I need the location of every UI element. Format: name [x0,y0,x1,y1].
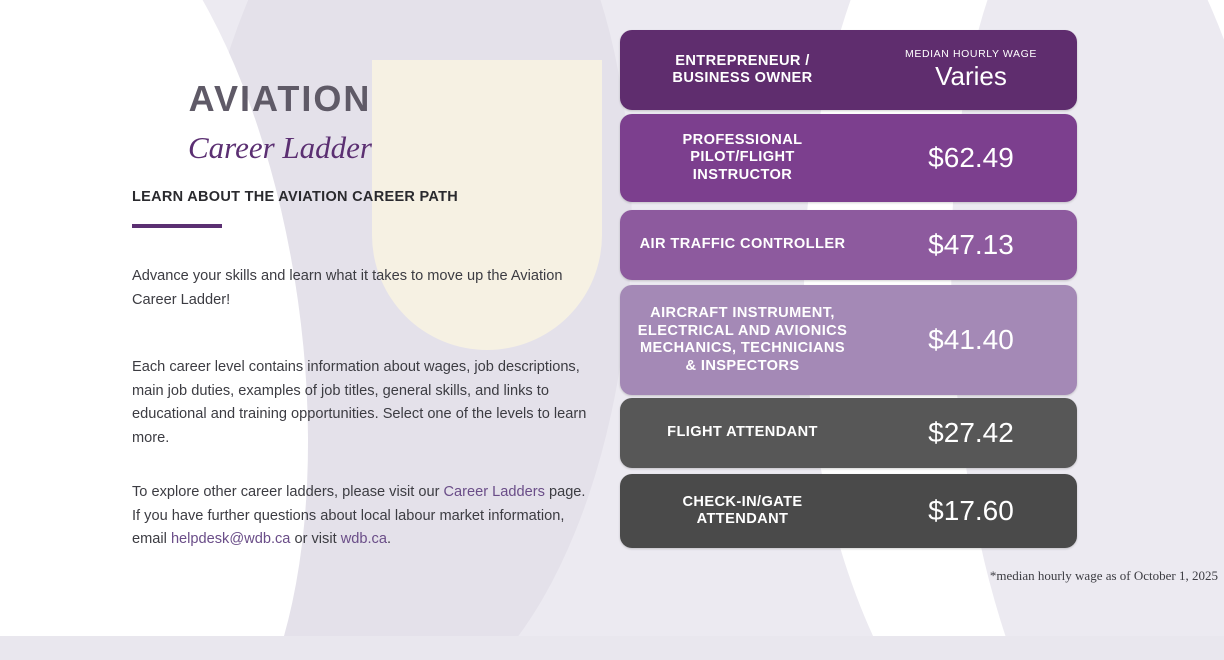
ladder-level-aircraft-instrument-electrical-avionics[interactable] [620,285,1077,395]
ladder-level-label [620,53,865,88]
ladder-level-label-line: ATTENDANT [696,511,789,527]
helpdesk-email-link[interactable]: helpdesk@wdb.ca [170,531,291,547]
title-divider [132,224,222,228]
ladder-level-wage-group [865,495,1077,527]
paragraph-3-text-1: To explore other career ladders, please visit our [132,484,444,500]
wage-footnote: *median hourly wage as of October 1, 2025 [989,568,1218,583]
career-ladders-link[interactable]: Career Ladders [443,484,545,500]
ladder-level-label [620,424,865,442]
ladder-level-label-line: MECHANICS, TECHNICIANS [639,340,845,356]
ladder-level-label-line: PROFESSIONAL [682,131,803,148]
career-ladder [620,0,1220,660]
ladder-level-label-line: ELECTRICAL AND AVIONICS [637,322,848,339]
section-kicker: LEARN ABOUT THE AVIATION CAREER PATH [132,189,459,205]
ladder-level-label [620,132,865,185]
ladder-level-label [620,236,865,254]
ladder-level-label [620,494,865,529]
ladder-level-wage: Varies [935,61,1007,91]
ladder-level-label-line: BUSINESS OWNER [672,70,813,86]
ladder-level-label-line: & INSPECTORS [685,357,800,374]
ladder-level-wage: $27.42 [928,417,1014,448]
ladder-level-wage: $47.13 [928,229,1014,260]
ladder-level-wage: $17.60 [928,495,1014,526]
ladder-level-wage-group [865,417,1077,449]
ladder-level-wage: $62.49 [928,142,1014,173]
ladder-level-wage-group [865,229,1077,261]
ladder-level-wage-group [865,48,1077,92]
ladder-level-label-line: CHECK-IN/GATE [682,493,803,510]
ladder-level-label-line: ENTREPRENEUR / [675,52,810,69]
ladder-level-entrepreneur-business-owner[interactable] [620,30,1077,110]
page-title: AVIATION [188,78,372,119]
paragraph-3-text-4: . [386,531,392,547]
ladder-level-wage-group [865,324,1077,356]
ladder-level-label-line: AIR TRAFFIC CONTROLLER [639,236,846,253]
ladder-level-label-line: INSTRUCTOR [692,166,793,183]
intro-paragraph-2: Each career level contains information about wages, job descriptions, main job duties, examples of job titles, general skills, and links to educational and training opportunities. Select one of the levels to learn more. [132,359,587,446]
intro-panel [0,0,600,660]
ladder-level-flight-attendant[interactable] [620,398,1077,468]
ladder-level-check-in-gate-attendant[interactable] [620,474,1077,548]
ladder-level-label-line: FLIGHT ATTENDANT [667,424,818,441]
ladder-level-professional-pilot-flight-instructor[interactable] [620,114,1077,202]
ladder-level-wage: $41.40 [928,324,1014,355]
wdb-website-link[interactable]: wdb.ca [340,531,387,547]
ladder-level-label-line: PILOT/FLIGHT [690,149,795,166]
median-hourly-wage-caption: MEDIAN HOURLY WAGE [905,48,1037,60]
paragraph-3-text-2: page. If you have further questions about local labour market information, email [132,484,586,547]
ladder-level-label-line: AIRCRAFT INSTRUMENT, [650,305,835,321]
paragraph-3-text-3: or visit [290,531,341,547]
ladder-level-label [620,305,865,375]
intro-paragraph-3 [132,481,592,552]
intro-paragraph-1: Advance your skills and learn what it takes to move up the Aviation Career Ladder! [132,268,563,308]
page-subtitle: Career Ladder [188,130,372,165]
ladder-level-wage-group [865,142,1077,174]
ladder-level-air-traffic-controller[interactable] [620,210,1077,280]
